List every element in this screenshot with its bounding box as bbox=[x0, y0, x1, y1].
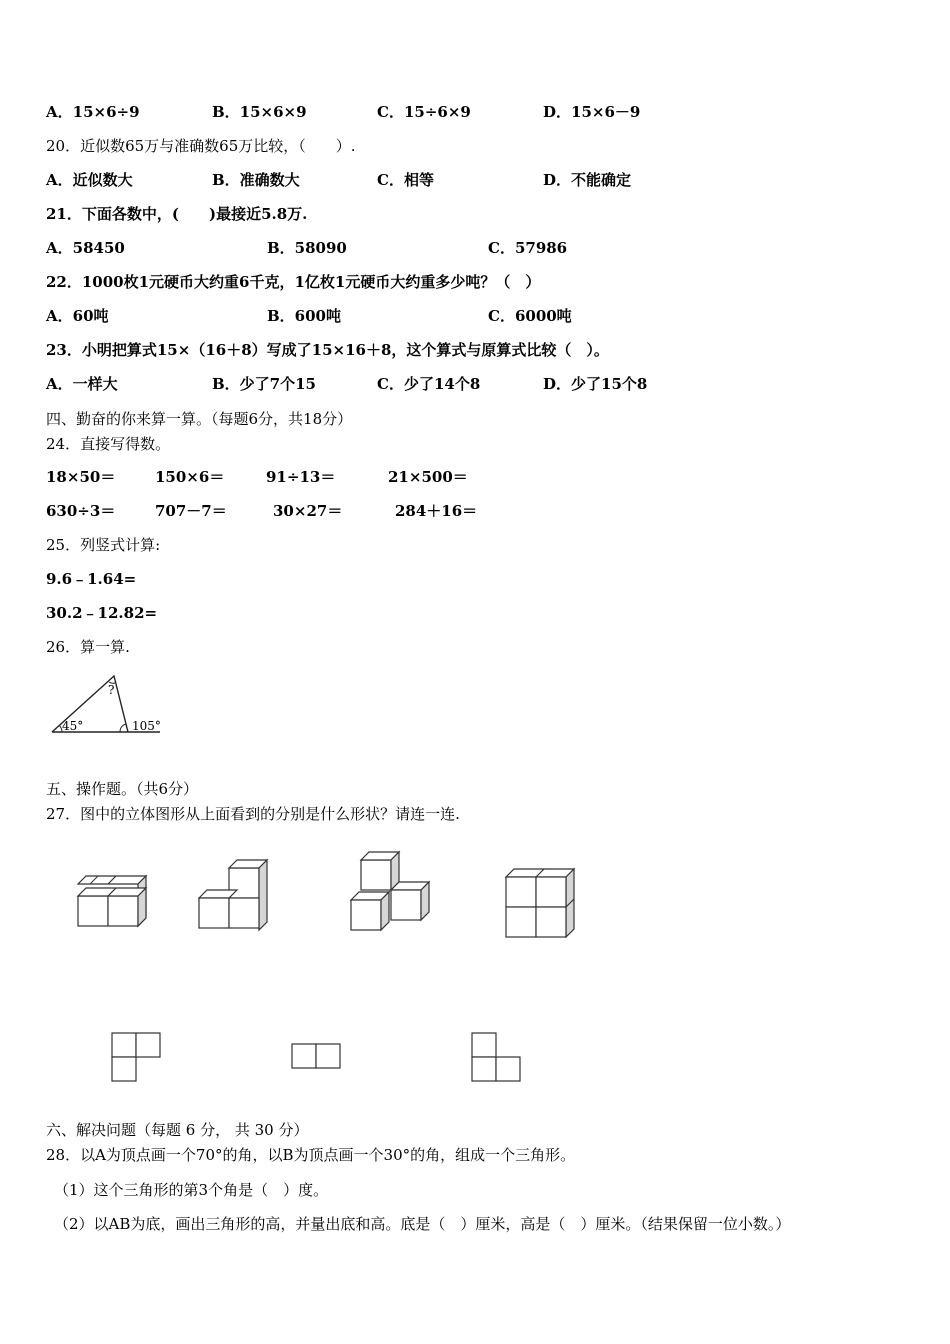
q26-triangle-figure bbox=[48, 670, 168, 740]
q26-angle-105-label: 105° bbox=[132, 719, 161, 733]
q24-item-6: 707－7＝ bbox=[155, 502, 227, 520]
q22-option-b: B．600吨 bbox=[267, 307, 341, 325]
section4-title: 四、勤奋的你来算一算。（每题6分，共18分） bbox=[46, 410, 353, 428]
solid-figure-1 bbox=[76, 874, 152, 928]
q23-option-d: D．少了15个8 bbox=[543, 375, 648, 393]
q22-option-c: C．6000吨 bbox=[488, 307, 572, 325]
q19-option-c: C．15÷6×9 bbox=[377, 103, 471, 121]
solid-figure-4 bbox=[504, 865, 580, 941]
q24-item-2: 150×6＝ bbox=[155, 468, 225, 486]
q25-stem: 25．列竖式计算: bbox=[46, 536, 161, 554]
q23-stem: 23．小明把算式15×（16＋8）写成了15×16＋8，这个算式与原算式比较（ ）。 bbox=[46, 341, 609, 359]
q24-item-3: 91÷13＝ bbox=[266, 468, 336, 486]
top-view-1 bbox=[111, 1032, 163, 1084]
q21-option-b: B．58090 bbox=[267, 239, 347, 257]
q28-part1: （1）这个三角形的第3个角是（ ）度。 bbox=[54, 1181, 329, 1199]
q24-item-8: 284＋16＝ bbox=[395, 502, 478, 520]
q20-option-c: C．相等 bbox=[377, 171, 434, 189]
q24-item-1: 18×50＝ bbox=[46, 468, 116, 486]
q20-option-d: D．不能确定 bbox=[543, 171, 632, 189]
q21-option-a: A．58450 bbox=[46, 239, 125, 257]
q23-option-c: C．少了14个8 bbox=[377, 375, 481, 393]
solid-figure-2 bbox=[197, 856, 273, 932]
q26-angle-45-label: 45° bbox=[62, 719, 84, 733]
q19-option-a: A．15×6÷9 bbox=[46, 103, 140, 121]
q20-option-a: A．近似数大 bbox=[46, 171, 133, 189]
q26-unknown-angle-label: ? bbox=[108, 683, 115, 697]
section5-title: 五、操作题。（共6分） bbox=[46, 780, 199, 798]
q21-option-c: C．57986 bbox=[488, 239, 568, 257]
q24-item-5: 630÷3＝ bbox=[46, 502, 116, 520]
q28-part2: （2）以AB为底，画出三角形的高，并量出底和高。底是（ ）厘米，高是（ ）厘米。（结果保留一位小数。） bbox=[54, 1215, 791, 1233]
q25-item-2: 30.2﹣12.82= bbox=[46, 604, 158, 622]
q19-option-b: B．15×6×9 bbox=[212, 103, 307, 121]
q22-option-a: A．60吨 bbox=[46, 307, 109, 325]
q22-stem: 22．1000枚1元硬币大约重6千克，1亿枚1元硬币大约重多少吨？（ ） bbox=[46, 273, 541, 291]
q26-stem: 26．算一算. bbox=[46, 638, 130, 656]
solid-figure-3 bbox=[349, 850, 435, 936]
q28-stem: 28．以A为顶点画一个70°的角，以B为顶点画一个30°的角，组成一个三角形。 bbox=[46, 1146, 576, 1164]
q20-option-b: B．准确数大 bbox=[212, 171, 300, 189]
q20-stem: 20．近似数65万与准确数65万比较，（ ）. bbox=[46, 137, 356, 155]
q24-item-4: 21×500＝ bbox=[388, 468, 468, 486]
q23-option-b: B．少了7个15 bbox=[212, 375, 316, 393]
q25-item-1: 9.6﹣1.64= bbox=[46, 570, 137, 588]
q27-stem: 27．图中的立体图形从上面看到的分别是什么形状？请连一连. bbox=[46, 805, 460, 823]
section6-title: 六、解决问题（每题 6 分， 共 30 分） bbox=[46, 1121, 309, 1139]
q21-stem: 21．下面各数中，( )最接近5.8万. bbox=[46, 205, 308, 223]
top-view-2 bbox=[291, 1043, 343, 1071]
q23-option-a: A．一样大 bbox=[46, 375, 118, 393]
q24-item-7: 30×27＝ bbox=[273, 502, 343, 520]
q24-stem: 24．直接写得数。 bbox=[46, 435, 171, 453]
q19-option-d: D．15×6－9 bbox=[543, 103, 641, 121]
top-view-3 bbox=[471, 1032, 523, 1084]
